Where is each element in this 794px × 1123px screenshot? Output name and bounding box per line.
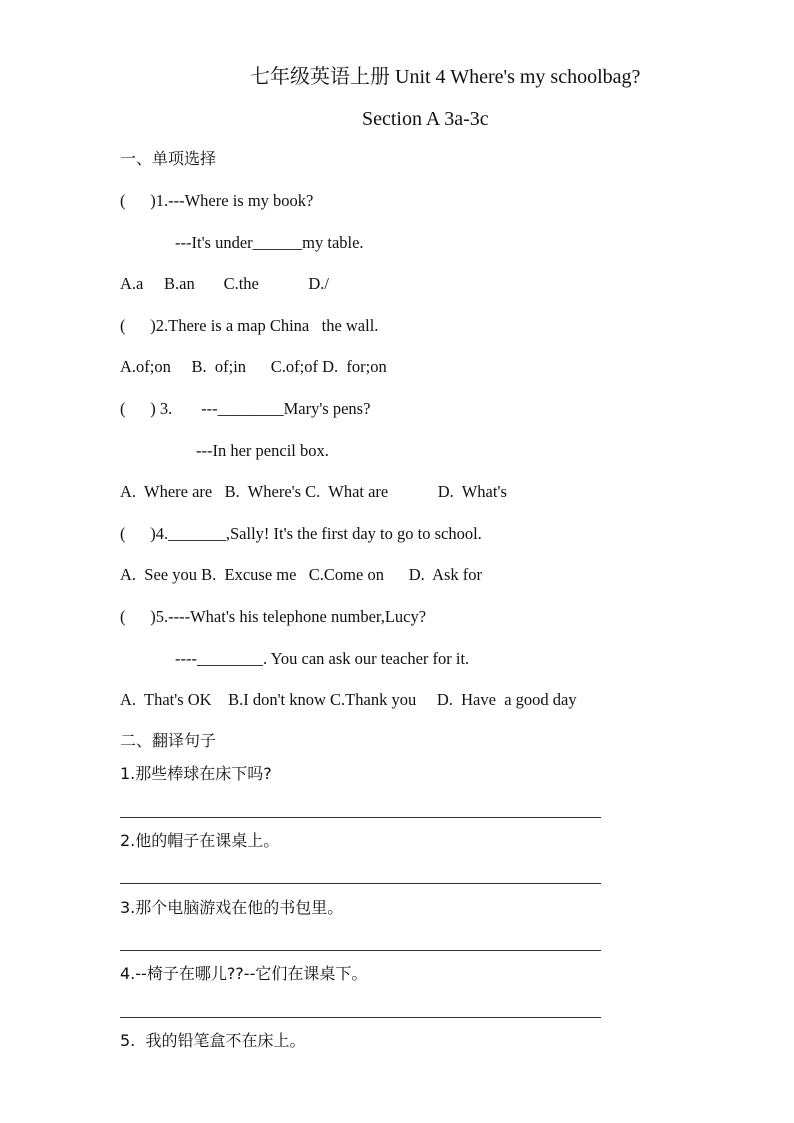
question-3-options: A. Where are B. Where's C. What are D. What's (120, 482, 507, 501)
question-2-options: A.of;on B. of;in C.of;of D. for;on (120, 357, 387, 376)
question-3: ( ) 3. ---________Mary's pens? (120, 399, 371, 418)
translation-item-2: 2.他的帽子在课桌上。 (120, 831, 280, 850)
question-1-options: A.a B.an C.the D./ (120, 274, 329, 293)
question-5: ( )5.----What's his telephone number,Lucy? (120, 607, 427, 626)
page-title: 七年级英语上册 Unit 4 Where's my schoolbag? (250, 66, 641, 88)
question-4: ( )4._______,Sally! It's the first day to go to school. (120, 524, 482, 543)
question-3-answer-line: ---In her pencil box. (196, 441, 329, 460)
answer-rule-3 (120, 950, 601, 951)
translation-item-4: 4.--椅子在哪儿??--它们在课桌下。 (120, 964, 368, 983)
question-4-options: A. See you B. Excuse me C.Come on D. Ask for (120, 565, 483, 584)
question-5-options: A. That's OK B.I don't know C.Thank you D. Have a good day (120, 690, 577, 709)
question-1: ( )1.---Where is my book? (120, 191, 314, 210)
section-2-heading: 二、翻译句子 (120, 731, 217, 750)
page-subtitle: Section A 3a-3c (362, 108, 489, 130)
translation-item-1: 1.那些棒球在床下吗? (120, 764, 272, 783)
answer-rule-1 (120, 817, 601, 818)
translation-item-3: 3.那个电脑游戏在他的书包里。 (120, 898, 344, 917)
question-2: ( )2.There is a map China the wall. (120, 316, 379, 335)
question-1-answer-line: ---It's under______my table. (175, 233, 364, 252)
section-1-heading: 一、单项选择 (120, 149, 217, 168)
translation-item-5: 5. 我的铅笔盒不在床上。 (120, 1031, 306, 1050)
answer-rule-4 (120, 1017, 601, 1018)
question-5-answer-line: ----________. You can ask our teacher for it. (175, 649, 470, 668)
answer-rule-2 (120, 883, 601, 884)
